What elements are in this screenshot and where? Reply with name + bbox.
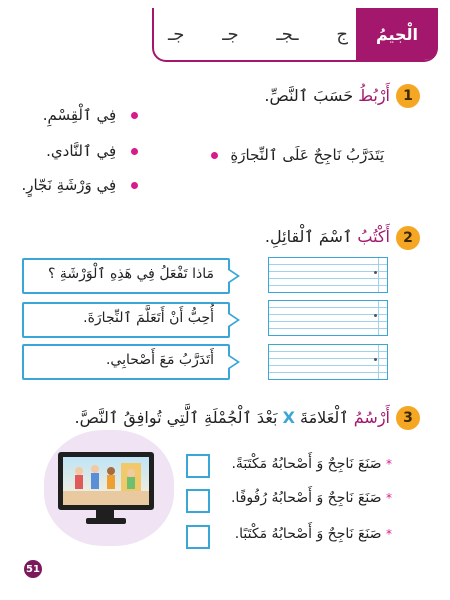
margin-line [378, 301, 379, 335]
exercise-number-3: 3 [396, 406, 420, 430]
match-point-left[interactable] [131, 182, 138, 189]
letter-name-tab [356, 8, 438, 60]
match-point-left[interactable] [131, 148, 138, 155]
exercise-number-1: 1 [396, 84, 420, 108]
exercise-3-rest-a: ٱلْعَلامَةَ [294, 408, 354, 427]
letter-form: ـجـ [276, 23, 299, 45]
tv-base [86, 518, 126, 524]
page-number: 51 [24, 560, 42, 578]
children-scene [63, 457, 149, 505]
answer-checkbox[interactable] [186, 489, 210, 513]
star-bullet-icon: * [386, 527, 392, 541]
star-bullet-icon: * [386, 457, 392, 471]
writing-lines-box[interactable] [268, 300, 388, 336]
exercise-1-instruction [264, 86, 390, 105]
exercise-2-instruction [265, 227, 390, 246]
option-sentence [235, 526, 392, 542]
speech-bubble-tail-inner [228, 314, 237, 326]
margin-line [378, 258, 379, 292]
match-option [46, 142, 138, 160]
exercise-3-rest-b: بَعْدَ ٱلْجُمْلَةِ ٱلَّتِي تُوافِقُ ٱلنَّصَّ. [74, 408, 283, 427]
star-bullet-icon: * [386, 491, 392, 505]
speech-bubble-tail-inner [228, 270, 237, 282]
option-text: صَنَعَ نَاجِحٌ وَ أَصْحابُهُ مَكْتَبًا. [234, 526, 382, 542]
speech-bubble-text: مَاذا تَفْعَلُ فِي هَذِهِ ٱلْوَرْشَةِ ؟ [47, 266, 214, 282]
match-option [43, 106, 138, 124]
answer-checkbox[interactable] [186, 525, 210, 549]
speech-bubble [22, 258, 230, 294]
exercise-number-2: 2 [396, 226, 420, 250]
exercise-1-rest: حَسَبَ ٱلنَّصِّ. [264, 86, 359, 105]
exercise-3-instruction [75, 408, 390, 427]
match-point-left[interactable] [131, 112, 138, 119]
exercise-3-verb: أَرْسُمُ [353, 408, 390, 427]
match-point-right[interactable] [211, 152, 218, 159]
exercise-1-verb: أَرْبُطُ [358, 86, 390, 105]
match-option-text: فِي وَرْشَةِ نَجّارٍ. [21, 176, 117, 194]
match-option [21, 176, 138, 194]
option-sentence [231, 456, 392, 472]
match-option-text: فِي ٱلْقِسْمِ. [42, 106, 117, 124]
tv-screen [63, 457, 149, 505]
match-option-text: فِي ٱلنَّادي. [46, 142, 117, 160]
letter-header [152, 8, 438, 62]
option-text: صَنَعَ نَاجِحٌ وَ أَصْحابُهُ رُفُوفًا. [230, 490, 382, 506]
letter-form: جـ [222, 23, 239, 45]
margin-line [378, 345, 379, 379]
x-mark: X [282, 408, 295, 427]
match-sentence [211, 146, 384, 164]
option-sentence [231, 490, 392, 506]
start-dot [374, 314, 377, 317]
tv-illustration [58, 452, 154, 510]
start-dot [374, 271, 377, 274]
writing-lines-box[interactable] [268, 257, 388, 293]
writing-lines-box[interactable] [268, 344, 388, 380]
letter-form: ج [336, 23, 348, 45]
speech-bubble [22, 344, 230, 380]
letter-name: الْجيمُ [375, 24, 419, 44]
option-text: صَنَعَ نَاجِحٌ وَ أَصْحابُهُ مَكْتَبَةً. [231, 456, 382, 472]
speech-bubble-text: أُحِبُّ أَنْ أَتَعَلَّمَ ٱلنِّجارَةَ. [83, 310, 214, 326]
letter-form: جـ [168, 23, 185, 45]
match-sentence-text: يَتَدَرَّبُ نَاجِحٌ عَلَى ٱلنِّجارَةِ [230, 146, 384, 164]
answer-checkbox[interactable] [186, 454, 210, 478]
exercise-2-verb: أَكْتُبُ [357, 227, 390, 246]
speech-bubble [22, 302, 230, 338]
letter-forms [168, 8, 348, 60]
start-dot [374, 358, 377, 361]
speech-bubble-tail-inner [228, 356, 237, 368]
speech-bubble-text: أَتَدَرَّبُ مَعَ أَصْحابِي. [105, 352, 214, 368]
exercise-2-rest: ٱسْمَ ٱلْقائِلِ. [264, 227, 358, 246]
